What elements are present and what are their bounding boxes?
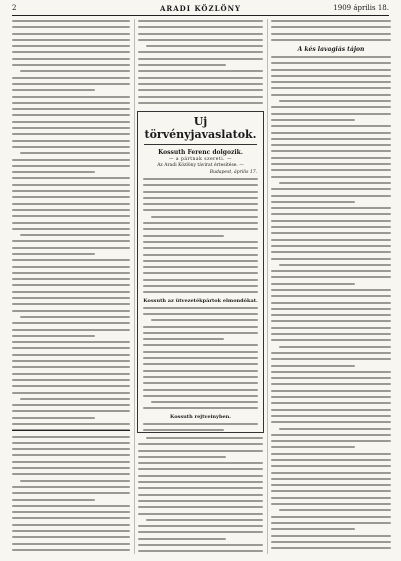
text-line-placeholder	[151, 216, 258, 218]
text-line-placeholder	[12, 341, 130, 343]
text-line-placeholder	[12, 536, 130, 538]
text-line-placeholder	[271, 484, 391, 486]
text-line-placeholder	[143, 423, 258, 425]
text-line-placeholder	[12, 335, 95, 337]
text-line-placeholder	[12, 404, 130, 406]
text-line-placeholder	[12, 543, 130, 545]
text-line-placeholder	[12, 215, 130, 217]
article-body-text	[138, 423, 263, 433]
text-line-placeholder	[12, 473, 130, 475]
text-line-placeholder	[12, 354, 130, 356]
text-line-placeholder	[143, 184, 258, 186]
text-line-placeholder	[271, 56, 391, 58]
text-line-placeholder	[271, 421, 391, 423]
text-line-placeholder	[138, 33, 263, 35]
text-line-placeholder	[271, 157, 391, 159]
text-line-placeholder	[138, 462, 263, 464]
text-line-placeholder	[271, 251, 391, 253]
text-line-placeholder	[271, 62, 391, 64]
text-line-placeholder	[271, 201, 355, 203]
text-line-placeholder	[271, 522, 391, 524]
article-dateline: Budapest, április 17.	[209, 170, 257, 175]
text-line-placeholder	[146, 519, 263, 521]
text-line-placeholder	[271, 396, 391, 398]
text-line-placeholder	[271, 465, 391, 467]
text-line-placeholder	[271, 352, 391, 354]
text-line-placeholder	[12, 58, 130, 60]
text-line-placeholder	[12, 146, 130, 148]
text-line-placeholder	[20, 398, 130, 400]
text-line-placeholder	[271, 220, 391, 222]
text-line-placeholder	[143, 370, 258, 372]
text-line-placeholder	[12, 89, 95, 91]
text-line-placeholder	[20, 234, 130, 236]
newspaper-title: ARADI KÖZLÖNY	[160, 4, 241, 13]
text-line-placeholder	[271, 415, 391, 417]
text-line-placeholder	[138, 58, 263, 60]
text-line-placeholder	[12, 322, 130, 324]
text-line-placeholder	[138, 456, 226, 458]
article-section-heading: Kossuth rejtveinyben.	[169, 413, 232, 420]
text-line-placeholder	[271, 226, 391, 228]
text-line-placeholder	[12, 171, 95, 173]
text-line-placeholder	[271, 94, 391, 96]
text-line-placeholder	[143, 376, 258, 378]
text-line-placeholder	[12, 492, 130, 494]
text-line-placeholder	[138, 450, 263, 452]
text-line-placeholder	[143, 266, 258, 268]
issue-date: 1909 április 18.	[333, 4, 389, 12]
text-line-placeholder	[271, 188, 391, 190]
text-line-placeholder	[271, 302, 391, 304]
text-line-placeholder	[12, 284, 130, 286]
middle-column-bottom-text	[138, 437, 263, 555]
text-line-placeholder	[12, 517, 130, 519]
text-line-placeholder	[138, 83, 263, 85]
text-line-placeholder	[271, 26, 391, 28]
text-line-placeholder	[146, 437, 263, 439]
text-line-placeholder	[12, 259, 130, 261]
text-line-placeholder	[12, 45, 130, 47]
text-line-placeholder	[12, 26, 130, 28]
text-line-placeholder	[12, 505, 130, 507]
text-line-placeholder	[12, 442, 130, 444]
text-line-placeholder	[143, 272, 258, 274]
text-line-placeholder	[12, 454, 130, 456]
text-line-placeholder	[271, 106, 391, 108]
text-line-placeholder	[12, 499, 95, 501]
text-line-placeholder	[279, 264, 391, 266]
text-line-placeholder	[271, 213, 391, 215]
section-heading: A kés lavagiás tájon	[297, 46, 365, 53]
text-line-placeholder	[271, 377, 391, 379]
text-line-placeholder	[20, 480, 130, 482]
text-line-placeholder	[12, 379, 130, 381]
text-line-placeholder	[271, 232, 391, 234]
text-line-placeholder	[143, 429, 224, 431]
text-line-placeholder	[138, 487, 263, 489]
text-line-placeholder	[143, 235, 224, 237]
text-line-placeholder	[143, 332, 258, 334]
article-section-heading: Kossuth az ütvezetékpártok elmondókat.	[143, 297, 258, 304]
text-line-placeholder	[271, 472, 391, 474]
text-line-placeholder	[12, 133, 130, 135]
text-line-placeholder	[271, 113, 391, 115]
masthead-rule	[12, 15, 389, 16]
text-line-placeholder	[143, 351, 258, 353]
text-line-placeholder	[271, 258, 391, 260]
text-line-placeholder	[143, 203, 258, 205]
text-line-placeholder	[271, 144, 391, 146]
text-line-placeholder	[12, 385, 130, 387]
text-line-placeholder	[12, 329, 130, 331]
text-line-placeholder	[12, 410, 130, 412]
text-line-placeholder	[271, 453, 391, 455]
text-line-placeholder	[12, 486, 130, 488]
text-line-placeholder	[12, 184, 130, 186]
text-line-placeholder	[271, 535, 391, 537]
text-line-placeholder	[271, 283, 355, 285]
text-line-placeholder	[12, 278, 130, 280]
text-line-placeholder	[271, 308, 391, 310]
text-line-placeholder	[138, 481, 263, 483]
text-line-placeholder	[138, 443, 263, 445]
article-subhead: Kossuth Ferenc dolgozik.	[158, 149, 243, 156]
text-line-placeholder	[271, 163, 391, 165]
text-line-placeholder	[271, 289, 391, 291]
text-line-placeholder	[143, 395, 258, 397]
text-line-placeholder	[271, 478, 391, 480]
article-headline: Uj törvényjavaslatok.	[144, 115, 257, 141]
text-line-placeholder	[271, 314, 391, 316]
text-line-placeholder	[271, 371, 391, 373]
text-line-placeholder	[271, 541, 391, 543]
text-line-placeholder	[271, 138, 391, 140]
text-line-placeholder	[271, 339, 391, 341]
text-line-placeholder	[143, 407, 258, 409]
text-line-placeholder	[12, 423, 130, 425]
text-line-placeholder	[138, 51, 263, 53]
text-line-placeholder	[12, 366, 130, 368]
text-line-placeholder	[279, 182, 391, 184]
text-line-placeholder	[271, 320, 391, 322]
text-line-placeholder	[271, 358, 391, 360]
text-line-placeholder	[12, 266, 130, 268]
text-line-placeholder	[143, 357, 258, 359]
text-line-placeholder	[12, 247, 130, 249]
text-line-placeholder	[138, 538, 226, 540]
text-line-placeholder	[271, 440, 391, 442]
text-line-placeholder	[143, 307, 258, 309]
text-line-placeholder	[271, 169, 391, 171]
text-line-placeholder	[12, 127, 130, 129]
text-line-placeholder	[271, 39, 391, 41]
text-line-placeholder	[12, 77, 130, 79]
text-line-placeholder	[271, 327, 391, 329]
article-body-text	[138, 307, 263, 410]
text-line-placeholder	[271, 245, 391, 247]
text-line-placeholder	[12, 83, 130, 85]
text-line-placeholder	[20, 70, 130, 72]
text-line-placeholder	[12, 209, 130, 211]
text-line-placeholder	[12, 303, 130, 305]
text-line-placeholder	[143, 241, 258, 243]
text-line-placeholder	[143, 344, 258, 346]
text-line-placeholder	[271, 390, 391, 392]
text-line-placeholder	[12, 392, 130, 394]
text-line-placeholder	[143, 382, 258, 384]
text-line-placeholder	[138, 64, 226, 66]
text-line-placeholder	[12, 203, 130, 205]
text-line-placeholder	[271, 132, 391, 134]
text-line-placeholder	[271, 75, 391, 77]
text-line-placeholder	[271, 503, 391, 505]
right-column-text	[271, 56, 391, 555]
text-line-placeholder	[138, 102, 263, 104]
text-line-placeholder	[143, 338, 224, 340]
text-line-placeholder	[146, 45, 263, 47]
text-line-placeholder	[12, 20, 130, 22]
text-line-placeholder	[271, 87, 391, 89]
text-line-placeholder	[143, 291, 258, 293]
text-line-placeholder	[12, 461, 130, 463]
text-line-placeholder	[271, 516, 391, 518]
text-line-placeholder	[138, 475, 263, 477]
text-line-placeholder	[271, 409, 391, 411]
text-line-placeholder	[143, 209, 258, 211]
column-divider	[267, 19, 268, 554]
text-line-placeholder	[271, 239, 391, 241]
text-line-placeholder	[12, 39, 130, 41]
text-line-placeholder	[271, 69, 391, 71]
text-line-placeholder	[138, 500, 263, 502]
text-line-placeholder	[12, 511, 130, 513]
text-line-placeholder	[138, 39, 263, 41]
text-line-placeholder	[12, 253, 95, 255]
text-line-placeholder	[143, 191, 258, 193]
text-line-placeholder	[12, 530, 130, 532]
page-number: 2	[12, 4, 17, 12]
article-box-new-bills	[137, 111, 264, 433]
text-line-placeholder	[12, 121, 130, 123]
text-line-placeholder	[271, 365, 355, 367]
text-line-placeholder	[12, 196, 130, 198]
text-line-placeholder	[143, 389, 258, 391]
text-line-placeholder	[12, 310, 130, 312]
text-line-placeholder	[138, 96, 263, 98]
text-line-placeholder	[271, 270, 391, 272]
text-line-placeholder	[271, 20, 391, 22]
text-line-placeholder	[12, 360, 130, 362]
headline-rule	[144, 144, 257, 145]
text-line-placeholder	[271, 383, 391, 385]
text-line-placeholder	[138, 468, 263, 470]
text-line-placeholder	[12, 102, 130, 104]
text-line-placeholder	[138, 506, 263, 508]
text-line-placeholder	[12, 96, 130, 98]
text-line-placeholder	[12, 373, 130, 375]
text-line-placeholder	[271, 547, 391, 549]
text-line-placeholder	[279, 428, 391, 430]
text-line-placeholder	[12, 177, 130, 179]
text-line-placeholder	[12, 51, 130, 53]
text-line-placeholder	[143, 228, 258, 230]
text-line-placeholder	[12, 159, 130, 161]
text-line-placeholder	[271, 490, 391, 492]
text-line-placeholder	[271, 81, 391, 83]
text-line-placeholder	[271, 446, 355, 448]
text-line-placeholder	[143, 260, 258, 262]
text-line-placeholder	[271, 295, 391, 297]
middle-column-top-text	[138, 20, 263, 108]
text-line-placeholder	[143, 313, 258, 315]
text-line-placeholder	[151, 319, 258, 321]
article-body-text	[138, 178, 263, 293]
text-line-placeholder	[138, 77, 263, 79]
text-line-placeholder	[12, 297, 130, 299]
text-line-placeholder	[12, 417, 95, 419]
text-line-placeholder	[138, 531, 263, 533]
left-column-text	[12, 20, 130, 555]
text-line-placeholder	[271, 434, 391, 436]
text-line-placeholder	[12, 64, 130, 66]
text-line-placeholder	[12, 222, 130, 224]
text-line-placeholder	[271, 195, 391, 197]
text-line-placeholder	[279, 100, 391, 102]
text-line-placeholder	[151, 401, 258, 403]
text-line-placeholder	[12, 108, 130, 110]
column-divider	[134, 19, 135, 554]
text-line-placeholder	[138, 70, 263, 72]
article-byline: Az Aradi Közlöny távirat értesítése. —	[157, 163, 244, 168]
article-separator	[12, 430, 130, 431]
text-line-placeholder	[271, 528, 355, 530]
text-line-placeholder	[271, 119, 355, 121]
text-line-placeholder	[143, 197, 258, 199]
text-line-placeholder	[143, 178, 258, 180]
text-line-placeholder	[143, 254, 258, 256]
text-line-placeholder	[271, 125, 391, 127]
right-column-top-text	[271, 20, 391, 44]
text-line-placeholder	[12, 524, 130, 526]
text-line-placeholder	[12, 436, 130, 438]
text-line-placeholder	[271, 207, 391, 209]
text-line-placeholder	[271, 150, 391, 152]
text-line-placeholder	[143, 247, 258, 249]
text-line-placeholder	[12, 272, 130, 274]
text-line-placeholder	[20, 152, 130, 154]
text-line-placeholder	[279, 509, 391, 511]
text-line-placeholder	[12, 228, 130, 230]
text-line-placeholder	[271, 459, 391, 461]
text-line-placeholder	[12, 448, 130, 450]
text-line-placeholder	[12, 347, 130, 349]
text-line-placeholder	[143, 363, 258, 365]
text-line-placeholder	[12, 291, 130, 293]
text-line-placeholder	[271, 176, 391, 178]
text-line-placeholder	[143, 326, 258, 328]
text-line-placeholder	[271, 333, 391, 335]
text-line-placeholder	[271, 497, 391, 499]
text-line-placeholder	[12, 190, 130, 192]
text-line-placeholder	[271, 33, 391, 35]
text-line-placeholder	[12, 33, 130, 35]
text-line-placeholder	[12, 467, 130, 469]
text-line-placeholder	[271, 276, 391, 278]
text-line-placeholder	[12, 240, 130, 242]
text-line-placeholder	[12, 114, 130, 116]
text-line-placeholder	[138, 513, 263, 515]
text-line-placeholder	[12, 140, 130, 142]
text-line-placeholder	[138, 494, 263, 496]
article-subhead-small: — a pártnak szereti. —	[168, 157, 233, 162]
text-line-placeholder	[12, 549, 130, 551]
text-line-placeholder	[138, 550, 263, 552]
text-line-placeholder	[143, 279, 258, 281]
text-line-placeholder	[20, 316, 130, 318]
text-line-placeholder	[138, 89, 263, 91]
text-line-placeholder	[138, 544, 263, 546]
text-line-placeholder	[143, 285, 258, 287]
text-line-placeholder	[138, 525, 263, 527]
text-line-placeholder	[138, 20, 263, 22]
text-line-placeholder	[279, 346, 391, 348]
text-line-placeholder	[271, 402, 391, 404]
text-line-placeholder	[138, 26, 263, 28]
text-line-placeholder	[143, 222, 258, 224]
text-line-placeholder	[12, 165, 130, 167]
